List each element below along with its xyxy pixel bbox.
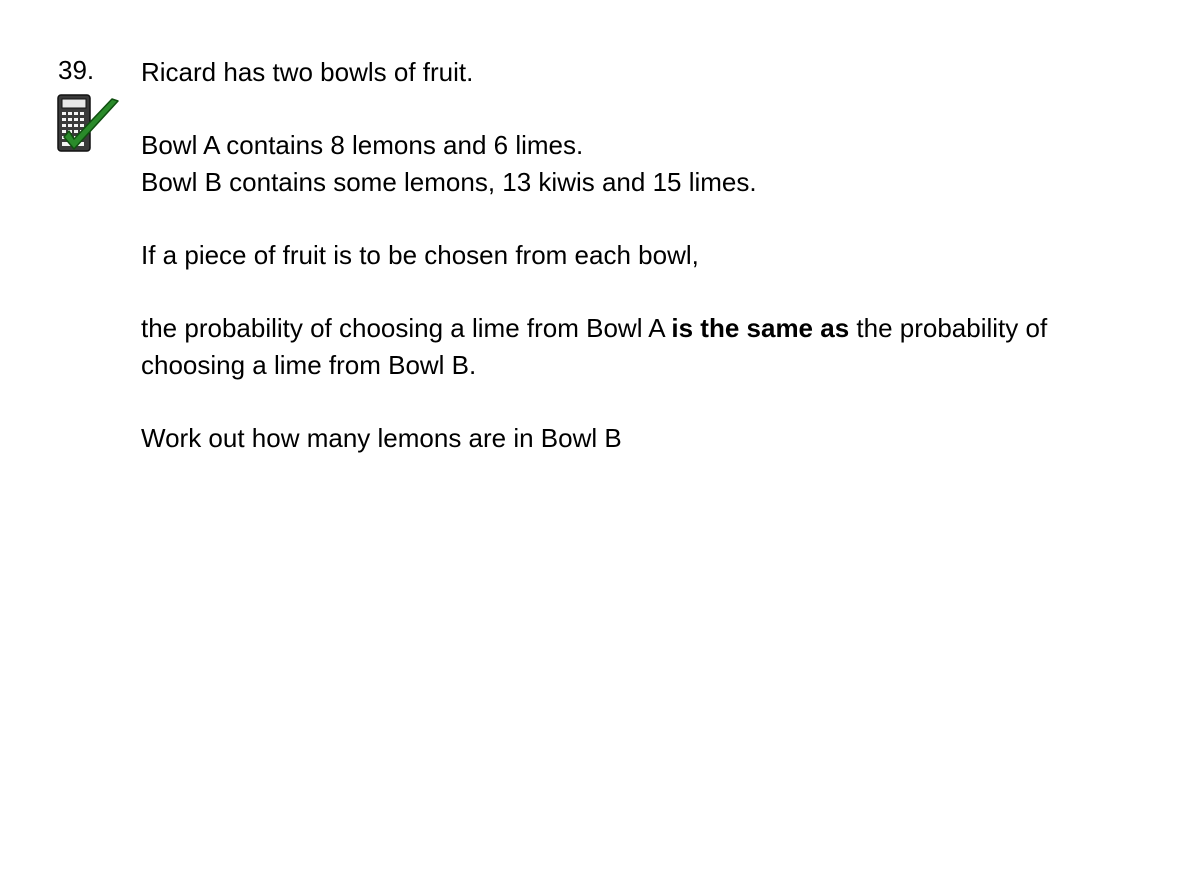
condition-text: If a piece of fruit is to be chosen from each bowl, — [141, 240, 699, 270]
calculator-allowed-icon — [54, 93, 122, 161]
probability-text-part2: the probability of — [849, 313, 1048, 343]
probability-line-2: choosing a lime from Bowl B. — [141, 350, 477, 380]
bowl-b-text: Bowl B contains some lemons, 13 kiwis and 15 limes. — [141, 167, 757, 197]
intro-text: Ricard has two bowls of fruit. — [141, 57, 474, 87]
probability-line-1 — [141, 310, 1181, 347]
task-text: Work out how many lemons are in Bowl B — [141, 423, 622, 453]
question-body — [141, 54, 1181, 457]
bowl-a-text: Bowl A contains 8 lemons and 6 limes. — [141, 130, 584, 160]
probability-emphasis: is the same as — [671, 313, 850, 343]
probability-text-part1: the probability of choosing a lime from Bowl A — [141, 313, 672, 343]
question-number: 39. — [58, 55, 95, 85]
